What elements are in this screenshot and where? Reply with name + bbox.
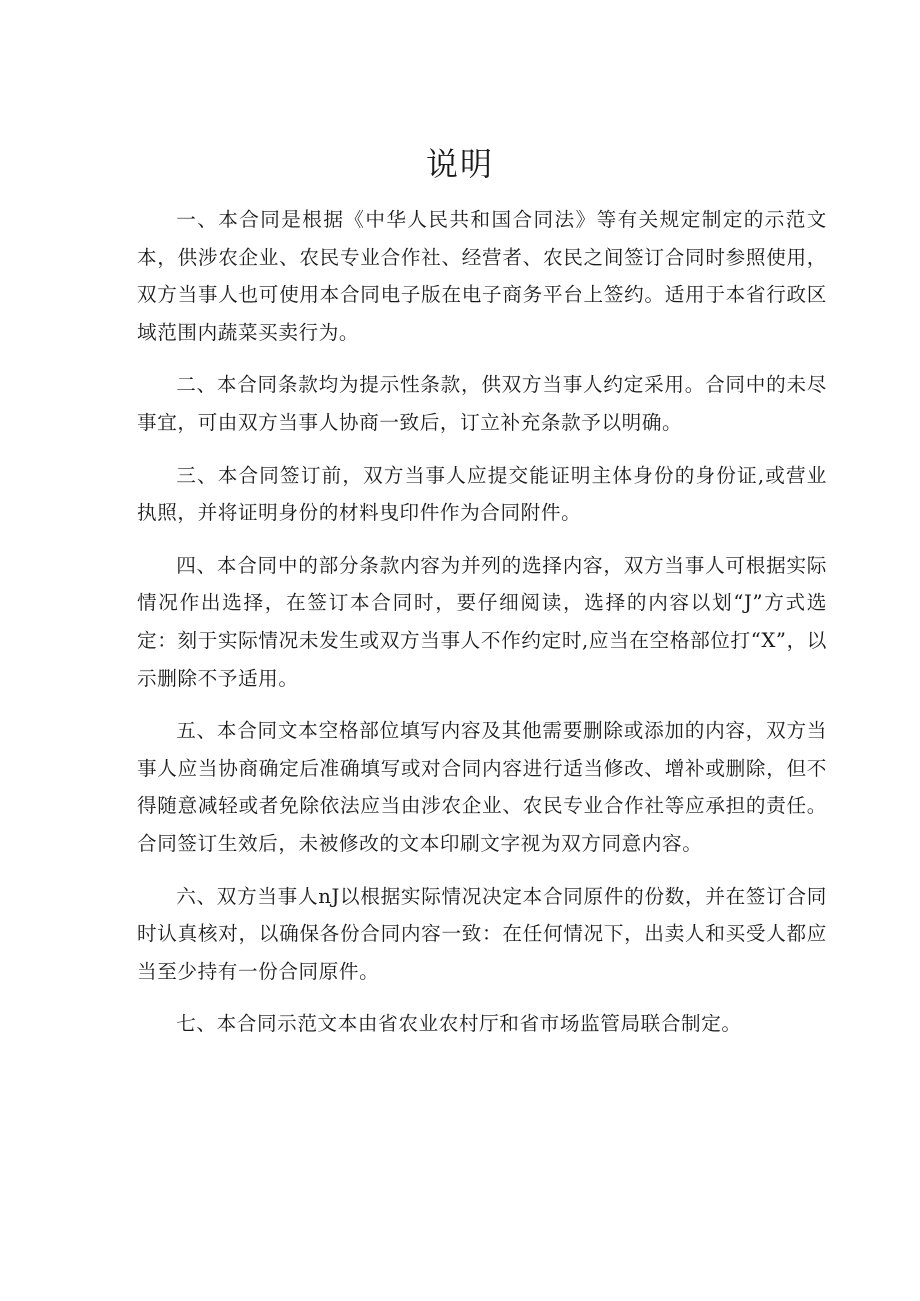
paragraph-2: 二、本合同条款均为提示性条款，供双方当事人约定采用。合同中的未尽事宜，可由双方当事人协商一致后，订立补充条款予以明确。	[137, 373, 827, 434]
paragraph-5: 五、本合同文本空格部位填写内容及其他需要删除或添加的内容，双方当事人应当协商确定后准确填写或对合同内容进行适当修改、增补或删除，但不得随意减轻或者免除依法应当由涉农企业、农民专业合作社等应承担的责任。合同签订生效后，未被修改的文本印刷文字视为双方同意内容。	[137, 719, 827, 855]
paragraph-1: 一、本合同是根据《中华人民共和国合同法》等有关规定制定的示范文本，供涉农企业、农民专业合作社、经营者、农民之间签订合同时参照使用，双方当事人也可使用本合同电子版在电子商务平台上签约。适用于本省行政区域范围内蔬菜买卖行为。	[137, 208, 827, 344]
page-title: 说明	[425, 145, 494, 183]
paragraph-3: 三、本合同签订前，双方当事人应提交能证明主体身份的身份证,或营业执照，并将证明身份的材料曳印件作为合同附件。	[137, 463, 827, 525]
paragraph-7: 七、本合同示范文本由省农业农村厅和省市场监管局联合制定。	[176, 1012, 742, 1036]
document-body	[137, 201, 827, 1058]
paragraph-6: 六、双方当事人nJ以根据实际情况决定本合同原件的份数，并在签订合同时认真核对，以确保各份合同内容一致：在任何情况下，出卖人和买受人都应当至少持有一份合同原件。	[137, 884, 827, 983]
paragraph-4: 四、本合同中的部分条款内容为并列的选择内容，双方当事人可根据实际情况作出选择，在签订本合同时，要仔细阅读，选择的内容以划“J”方式选定：刻于实际情况未发生或双方当事人不作约定时,应当在空格部位打“X”，以示删除不予适用。	[137, 553, 827, 690]
